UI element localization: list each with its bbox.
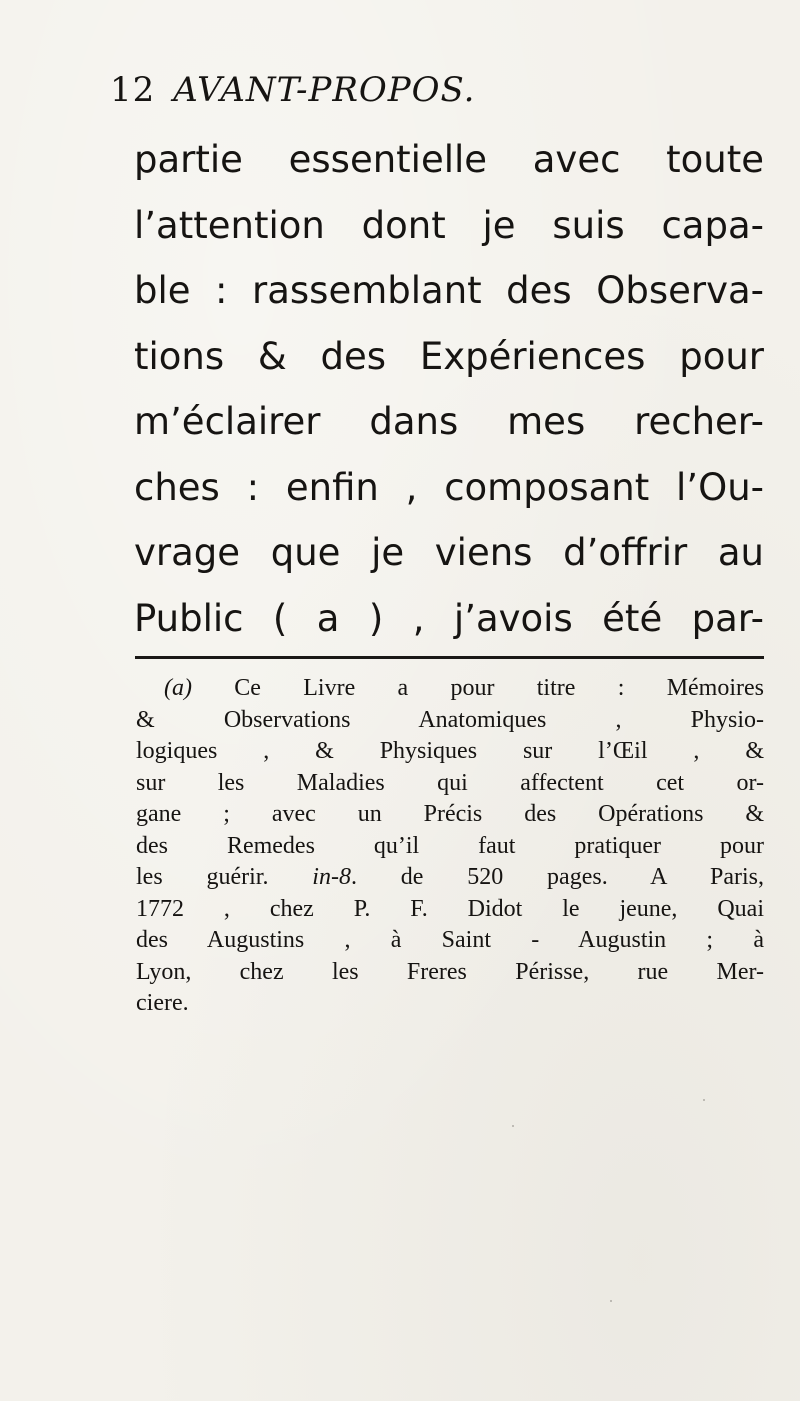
- paper-speck: [610, 1300, 612, 1302]
- page-header: [110, 70, 475, 110]
- footnote-line: & Observations Anatomiques , Physio-: [136, 706, 764, 733]
- footnote-line: [136, 673, 764, 705]
- footnote-text: Ce Livre a pour titre : Mémoires: [191, 675, 764, 701]
- footnote-separator-rule: [135, 656, 764, 659]
- body-line: l’attention dont je suis capa-: [134, 203, 764, 247]
- page-number: 12: [110, 70, 156, 110]
- footnote-line: gane ; avec un Précis des Opérations &: [136, 801, 764, 827]
- footnote-line: sur les Maladies qui affectent cet or-: [136, 769, 764, 796]
- footnote-text: les guérir.: [136, 864, 313, 890]
- body-line: ble : rassemblant des Observa-: [134, 269, 764, 312]
- body-line: tions & des Expériences pour: [134, 334, 764, 378]
- footnote-line: des Remedes qu’il faut pratiquer pour: [136, 832, 764, 859]
- footnote-text: . de 520 pages. A Paris,: [350, 864, 765, 890]
- footnote-line: 1772 , chez P. F. Didot le jeune, Quai: [136, 895, 764, 922]
- paper-speck: [512, 1125, 514, 1127]
- footnote-line: Lyon, chez les Freres Périsse, rue Mer-: [136, 958, 764, 985]
- body-text: [134, 127, 764, 651]
- body-line: m’éclairer dans mes recher-: [134, 400, 764, 443]
- body-line: vrage que je viens d’offrir au: [134, 531, 764, 574]
- footnote-line: des Augustins , à Saint - Augustin ; à: [136, 927, 764, 953]
- body-line: ches : enfin , composant l’Ou-: [134, 465, 764, 509]
- footnote-line: ciere.: [136, 990, 189, 1016]
- footnote-marker: (a): [164, 675, 192, 701]
- running-title: AVANT-PROPOS.: [173, 70, 476, 110]
- footnote-line: [136, 862, 764, 894]
- footnote-line: logiques , & Physiques sur l’Œil , &: [136, 738, 764, 764]
- footnote: [136, 673, 764, 1020]
- paper-speck: [428, 98, 430, 100]
- body-line: partie essentielle avec toute: [134, 138, 764, 181]
- body-line: Public ( a ) , j’avois été par-: [134, 596, 764, 640]
- format-italic-text: in-8: [312, 864, 351, 890]
- paper-speck: [703, 1099, 705, 1101]
